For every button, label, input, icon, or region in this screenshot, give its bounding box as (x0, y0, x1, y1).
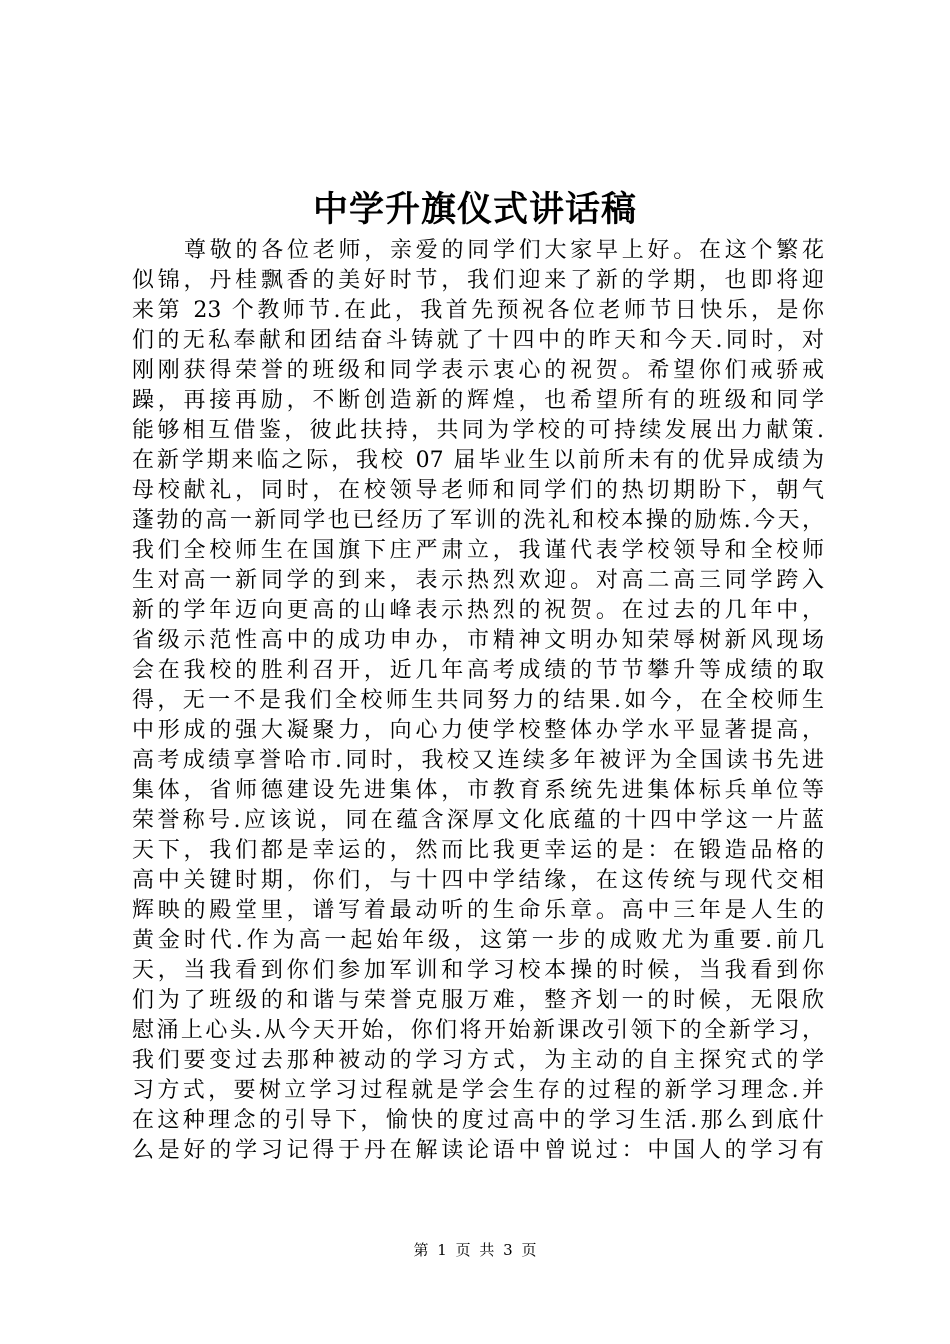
body-line: 们的无私奉献和团结奋斗铸就了十四中的昨天和今天.同时，对 (132, 328, 824, 353)
body-line: 我们要变过去那种被动的学习方式，为主动的自主探究式的学 (132, 1048, 824, 1073)
body-line: 高考成绩享誉哈市.同时，我校又连续多年被评为全国读书先进 (132, 748, 824, 773)
body-line: 母校献礼，同时，在校领导老师和同学们的热切期盼下，朝气 (132, 478, 824, 503)
document-body (132, 236, 824, 1166)
body-line: 在新学期来临之际，我校 07 届毕业生以前所未有的优异成绩为 (132, 448, 824, 473)
body-line: 新的学年迈向更高的山峰表示热烈的祝贺。在过去的几年中， (132, 598, 824, 623)
body-line: 蓬勃的高一新同学也已经历了军训的洗礼和校本操的励炼.今天， (132, 508, 824, 533)
body-line: 么是好的学习记得于丹在解读论语中曾说过：中国人的学习有 (132, 1138, 824, 1163)
body-line: 在这种理念的引导下，愉快的度过高中的学习生活.那么到底什 (132, 1108, 824, 1133)
body-line: 黄金时代.作为高一起始年级，这第一步的成败尤为重要.前几 (132, 928, 824, 953)
body-line: 我们全校师生在国旗下庄严肃立，我谨代表学校领导和全校师 (132, 538, 824, 563)
body-line: 省级示范性高中的成功申办，市精神文明办知荣辱树新风现场 (132, 628, 824, 653)
body-line: 尊敬的各位老师，亲爱的同学们大家早上好。在这个繁花 (184, 238, 824, 263)
body-line: 集体，省师德建设先进集体，市教育系统先进集体标兵单位等 (132, 778, 824, 803)
body-line: 刚刚获得荣誉的班级和同学表示衷心的祝贺。希望你们戒骄戒 (132, 358, 824, 383)
body-line: 中形成的强大凝聚力，向心力使学校整体办学水平显著提高， (132, 718, 824, 743)
body-line: 能够相互借鉴，彼此扶持，共同为学校的可持续发展出力献策. (132, 418, 824, 443)
body-line: 似锦，丹桂飘香的美好时节，我们迎来了新的学期，也即将迎 (132, 268, 824, 293)
page-footer: 第 1 页 共 3 页 (413, 1241, 537, 1259)
body-line: 天下，我们都是幸运的，然而比我更幸运的是：在锻造品格的 (132, 838, 824, 863)
body-line: 习方式，要树立学习过程就是学会生存的过程的新学习理念.并 (132, 1078, 824, 1103)
document-title: 中学升旗仪式讲话稿 (312, 189, 637, 230)
body-line: 得，无一不是我们全校师生共同努力的结果.如今，在全校师生 (132, 688, 824, 713)
body-line: 躁，再接再励，不断创造新的辉煌，也希望所有的班级和同学 (132, 388, 824, 413)
body-line: 们为了班级的和谐与荣誉克服万难，整齐划一的时候，无限欣 (132, 988, 824, 1013)
body-line: 辉映的殿堂里，谱写着最动听的生命乐章。高中三年是人生的 (132, 898, 824, 923)
body-line: 生对高一新同学的到来，表示热烈欢迎。对高二高三同学跨入 (132, 568, 824, 593)
body-line: 会在我校的胜利召开，近几年高考成绩的节节攀升等成绩的取 (132, 658, 824, 683)
body-line: 慰涌上心头.从今天开始，你们将开始新课改引领下的全新学习， (132, 1018, 824, 1043)
body-line: 高中关键时期，你们，与十四中学结缘，在这传统与现代交相 (132, 868, 824, 893)
body-line: 来第 23 个教师节.在此，我首先预祝各位老师节日快乐，是你 (132, 298, 824, 323)
body-line: 天，当我看到你们参加军训和学习校本操的时候，当我看到你 (132, 958, 824, 983)
body-line: 荣誉称号.应该说，同在蕴含深厚文化底蕴的十四中学这一片蓝 (132, 808, 824, 833)
